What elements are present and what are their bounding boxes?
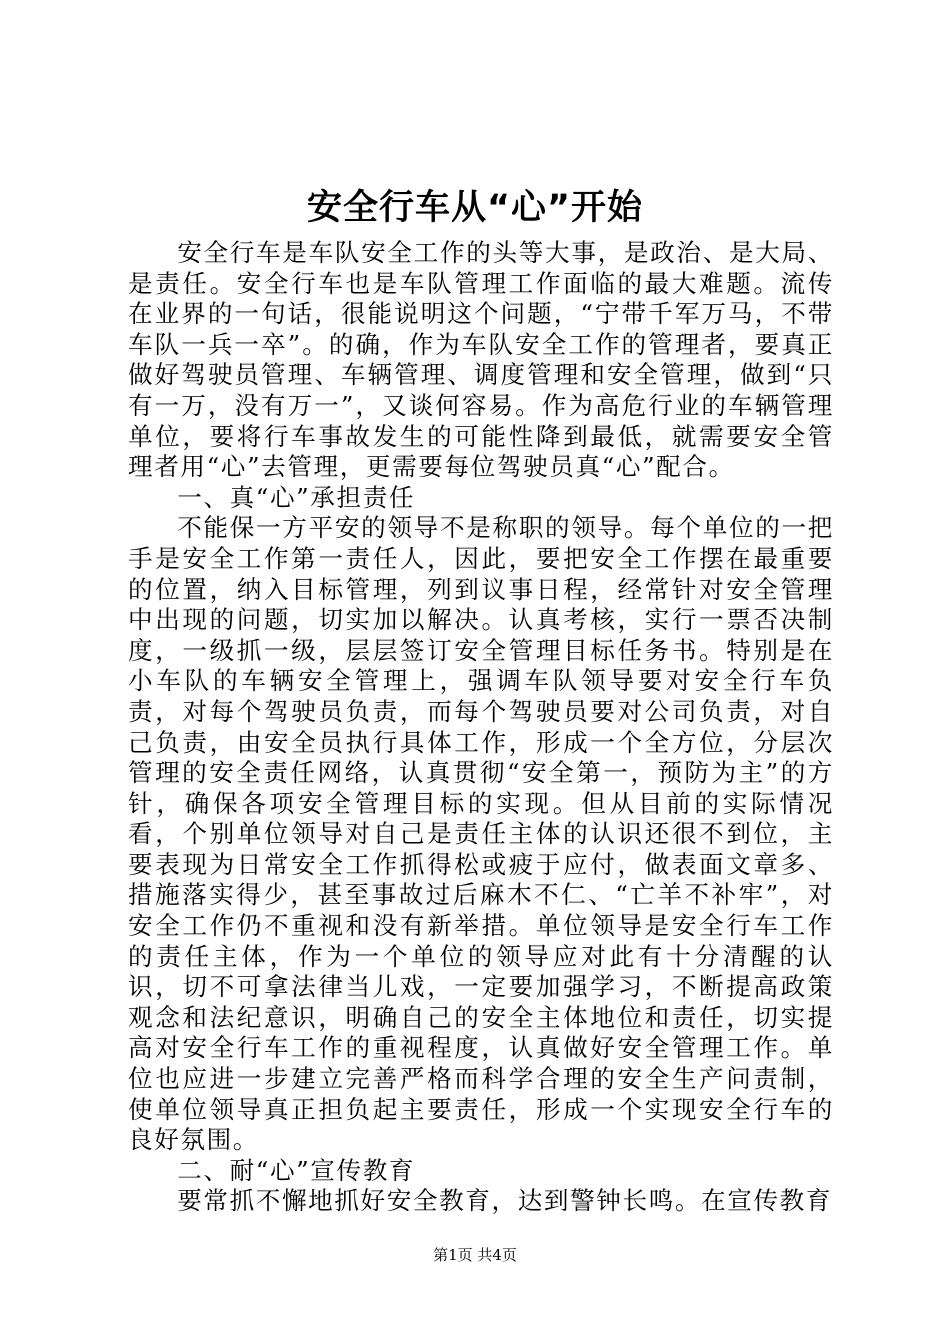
section-heading-1: 一、真“心”承担责任 [177, 482, 416, 512]
section-heading-2: 二、耐“心”宣传教育 [177, 1155, 416, 1185]
document-body [128, 238, 834, 1217]
document-title: 安全行车从“心”开始 [306, 188, 643, 228]
page-footer: 第1页 共4页 [433, 1246, 517, 1264]
paragraph-section-2: 要常抓不懈地抓好安全教育，达到警钟长鸣。在宣传教育 [177, 1186, 833, 1216]
paragraph-intro: 安全行车是车队安全工作的头等大事，是政治、是大局、是责任。安全行车也是车队管理工作面临的最大难题。流传在业界的一句话，很能说明这个问题，“宁带千军万马，不带车队一兵一卒”。的确，作为车队安全工作的管理者，要真正做好驾驶员管理、车辆管理、调度管理和安全管理，做到“只有一万，没有万一”，又谈何容易。作为高危行业的车辆管理单位，要将行车事故发生的可能性降到最低，就需要安全管理者用“心”去管理，更需要每位驾驶员真“心”配合。 [128, 238, 834, 482]
paragraph-section-1: 不能保一方平安的领导不是称职的领导。每个单位的一把手是安全工作第一责任人，因此，要把安全工作摆在最重要的位置，纳入目标管理，列到议事日程，经常针对安全管理中出现的问题，切实加以解决。认真考核，实行一票否决制度，一级抓一级，层层签订安全管理目标任务书。特别是在小车队的车辆安全管理上，强调车队领导要对安全行车负责，对每个驾驶员负责，而每个驾驶员要对公司负责，对自己负责，由安全员执行具体工作，形成一个全方位，分层次管理的安全责任网络，认真贯彻“安全第一，预防为主”的方针，确保各项安全管理目标的实现。但从目前的实际情况看，个别单位领导对自己是责任主体的认识还很不到位，主要表现为日常安全工作抓得松或疲于应付，做表面文章多、措施落实得少，甚至事故过后麻木不仁、“亡羊不补牢”，对安全工作仍不重视和没有新举措。单位领导是安全行车工作的责任主体，作为一个单位的领导应对此有十分清醒的认识，切不可拿法律当儿戏，一定要加强学习，不断提高政策观念和法纪意识，明确自己的安全主体地位和责任，切实提高对安全行车工作的重视程度，认真做好安全管理工作。单位也应进一步建立完善严格而科学合理的安全生产问责制，使单位领导真正担负起主要责任，形成一个实现安全行车的良好氛围。 [128, 513, 834, 1155]
